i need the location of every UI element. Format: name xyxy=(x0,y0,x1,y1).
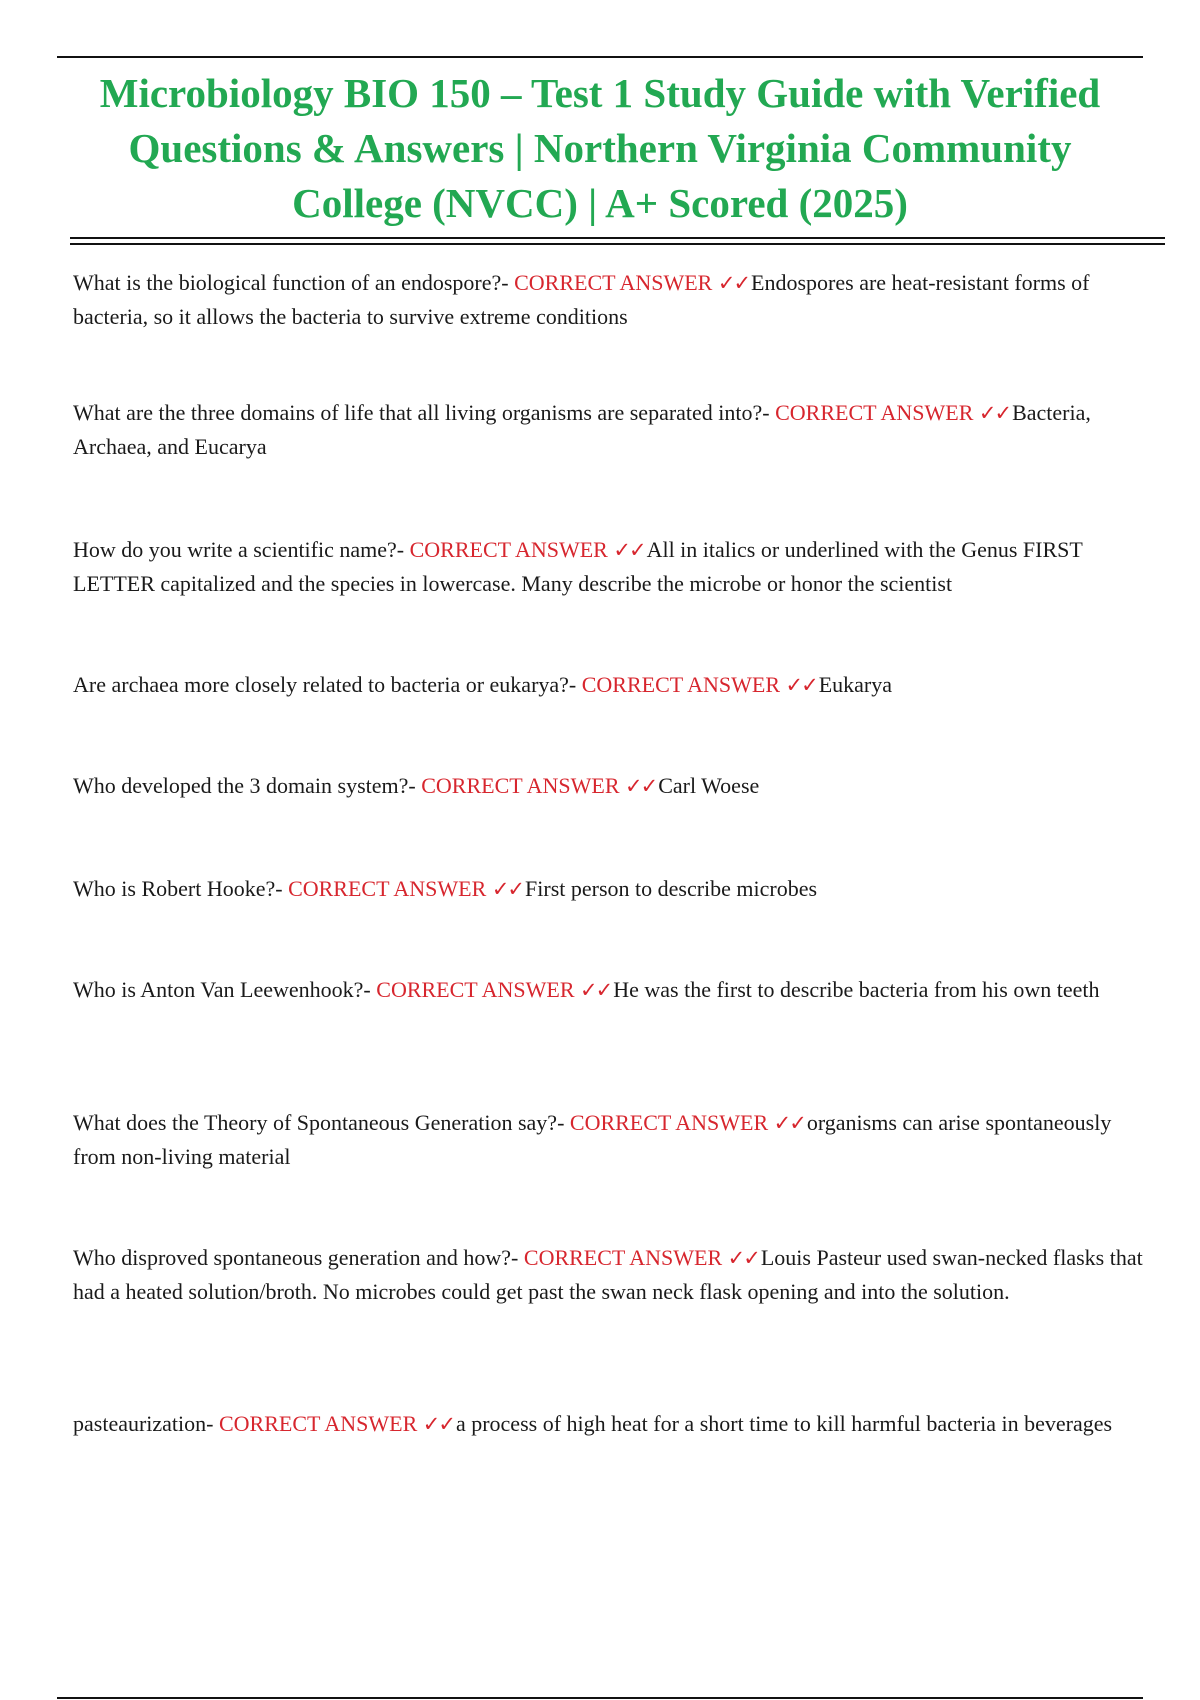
qa-item xyxy=(73,769,1153,803)
answer-text: organisms can arise spontaneously from non-living material xyxy=(73,1110,1112,1169)
qa-item xyxy=(73,1106,1153,1174)
double-check-icon: ✓✓ xyxy=(580,978,612,1002)
double-check-icon: ✓✓ xyxy=(422,1412,454,1436)
qa-item xyxy=(73,266,1153,334)
question-text: Who is Robert Hooke?- xyxy=(73,876,289,901)
double-check-icon: ✓✓ xyxy=(613,538,645,562)
double-check-icon: ✓✓ xyxy=(978,401,1011,425)
question-text: pasteaurization- xyxy=(73,1411,219,1436)
double-check-icon: ✓✓ xyxy=(785,673,817,697)
qa-item xyxy=(73,533,1153,601)
double-check-icon: ✓✓ xyxy=(491,877,524,901)
question-text: What is the biological function of an endospore?- xyxy=(73,270,515,295)
correct-answer-label: CORRECT ANSWER xyxy=(219,1411,418,1436)
correct-answer-label: CORRECT ANSWER xyxy=(775,400,974,425)
qa-item xyxy=(73,668,1153,702)
correct-answer-label: CORRECT ANSWER xyxy=(376,977,575,1002)
qa-item xyxy=(73,396,1153,464)
correct-answer-label: CORRECT ANSWER xyxy=(514,270,713,295)
question-text: What does the Theory of Spontaneous Generation say?- xyxy=(73,1110,570,1135)
correct-answer-label: CORRECT ANSWER xyxy=(569,1110,769,1135)
answer-text: a process of high heat for a short time to kill harmful bacteria in beverages xyxy=(455,1411,1113,1436)
qa-item xyxy=(73,1407,1153,1441)
answer-text: Endospores are heat-resistant forms of bacteria, so it allows the bacteria to survive extreme conditions xyxy=(73,270,1090,329)
answer-text: Louis Pasteur used swan-necked flasks that had a heated solution/broth. No microbes could get past the swan neck flask opening and into the solution. xyxy=(73,1245,1143,1304)
qa-item xyxy=(73,973,1153,1007)
answer-text: First person to describe microbes xyxy=(525,876,818,901)
correct-answer-label: CORRECT ANSWER xyxy=(409,537,608,562)
question-text: How do you write a scientific name?- xyxy=(73,537,410,562)
answer-text: All in italics or underlined with the Genus FIRST LETTER capitalized and the species in lowercase. Many describe the microbe or honor the scientist xyxy=(73,537,1083,596)
question-text: Who developed the 3 domain system?- xyxy=(73,773,422,798)
double-check-icon: ✓✓ xyxy=(727,1246,759,1270)
question-text: Who is Anton Van Leewenhook?- xyxy=(73,977,377,1002)
top-rule xyxy=(57,56,1143,58)
answer-text: Bacteria, Archaea, and Eucarya xyxy=(73,400,1091,459)
title-double-rule xyxy=(70,237,1165,245)
double-check-icon: ✓✓ xyxy=(773,1111,805,1135)
answer-text: He was the first to describe bacteria from his own teeth xyxy=(613,977,1100,1002)
double-check-icon: ✓✓ xyxy=(625,774,657,798)
correct-answer-label: CORRECT ANSWER xyxy=(288,876,487,901)
question-text: Are archaea more closely related to bacteria or eukarya?- xyxy=(73,672,582,697)
double-check-icon: ✓✓ xyxy=(717,271,750,295)
correct-answer-label: CORRECT ANSWER xyxy=(581,672,780,697)
correct-answer-label: CORRECT ANSWER xyxy=(421,773,620,798)
qa-item xyxy=(73,872,1153,906)
question-text: Who disproved spontaneous generation and how?- xyxy=(73,1245,524,1270)
bottom-rule xyxy=(57,1697,1143,1699)
question-text: What are the three domains of life that all living organisms are separated into?- xyxy=(73,400,776,425)
answer-text: Eukarya xyxy=(818,672,892,697)
page-title: Microbiology BIO 150 – Test 1 Study Guide with Verified Questions & Answers | Northern Virginia Community College (NVCC) | A+ Scored (2025) xyxy=(99,70,1101,226)
qa-item xyxy=(73,1241,1153,1309)
answer-text: Carl Woese xyxy=(658,773,760,798)
correct-answer-label: CORRECT ANSWER xyxy=(523,1245,723,1270)
